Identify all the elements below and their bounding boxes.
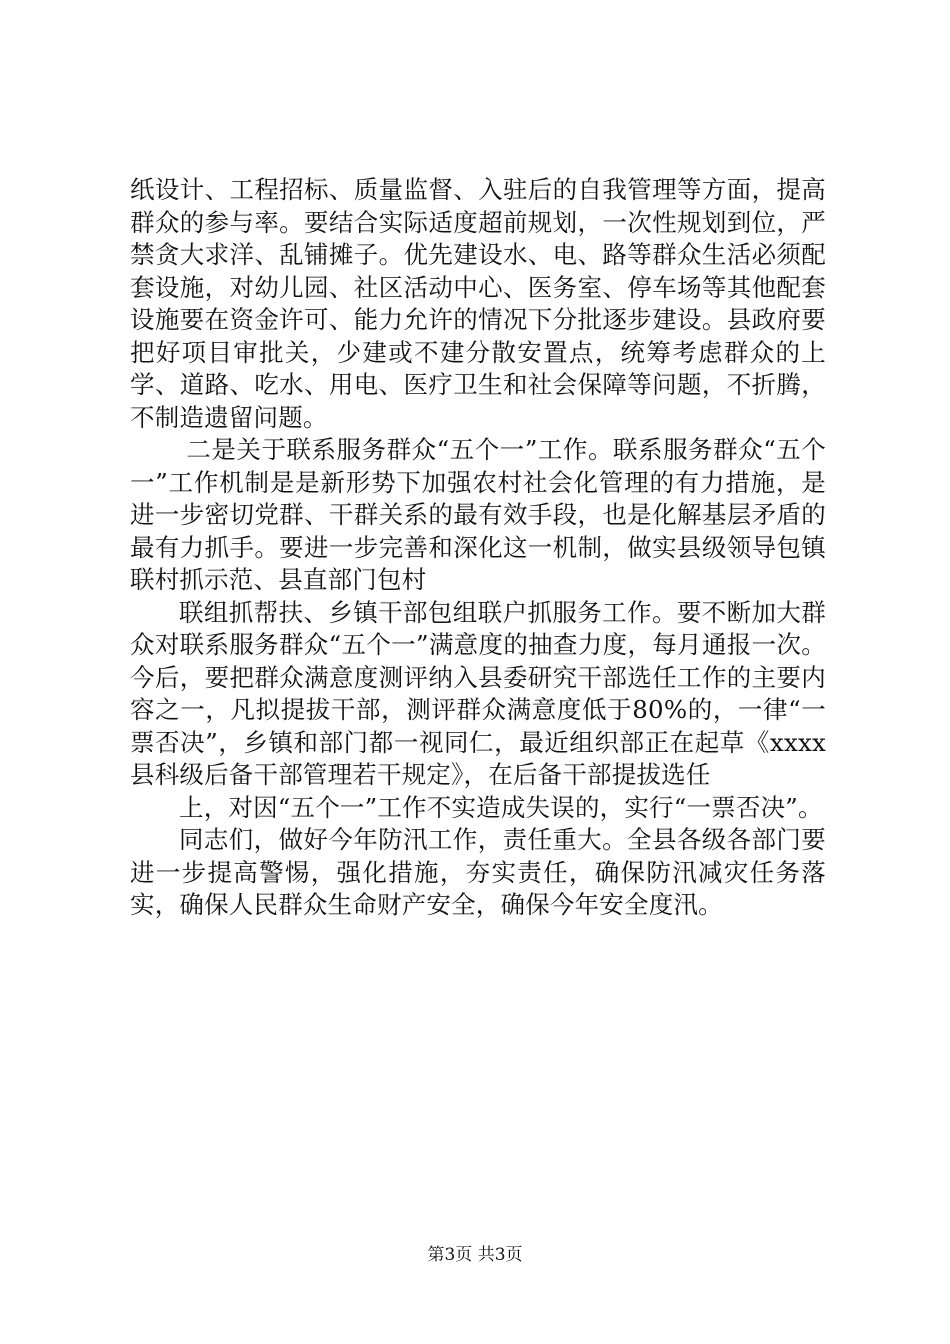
page-number-footer: 第3页 共3页 [427,1245,523,1265]
paragraph-veto: 上，对因“五个一”工作不实造成失误的，实行“一票否决”。 [179,792,823,822]
paragraph-closing: 同志们，做好今年防汛工作，责任重大。全县各级各部门要进一步提高警惕，强化措施，夯实责任，确保防汛减灾任务落实，确保人民群众生命财产安全，确保今年安全度汛。 [130,825,826,919]
document-body [130,174,826,922]
paragraph-satisfaction: 联组抓帮扶、乡镇干部包组联户抓服务工作。要不断加大群众对联系服务群众“五个一”满意度的抽查力度，每月通报一次。今后，要把群众满意度测评纳入县委研究干部选任工作的主要内容之一，凡拟提拔干部，测评群众满意度低于80%的，一律“一票否决”，乡镇和部门都一视同仁，最近组织部正在起草《xxxx县科级后备干部管理若干规定》，在后备干部提拔选任 [130,597,826,789]
paragraph-resettlement: 纸设计、工程招标、质量监督、入驻后的自我管理等方面，提高群众的参与率。要结合实际适度超前规划，一次性规划到位，严禁贪大求洋、乱铺摊子。优先建设水、电、路等群众生活必须配套设施，对幼儿园、社区活动中心、医务室、停车场等其他配套设施要在资金许可、能力允许的情况下分批逐步建设。县政府要把好项目审批关，少建或不建分散安置点，统筹考虑群众的上学、道路、吃水、用电、医疗卫生和社会保障等问题，不折腾，不制造遗留问题。 [130,175,826,432]
paragraph-five-ones: 二是关于联系服务群众“五个一”工作。联系服务群众“五个一”工作机制是是新形势下加强农村社会化管理的有力措施，是进一步密切党群、干群关系的最有效手段，也是化解基层矛盾的最有力抓手。要进一步完善和深化这一机制，做实县级领导包镇联村抓示范、县直部门包村 [130,435,826,594]
